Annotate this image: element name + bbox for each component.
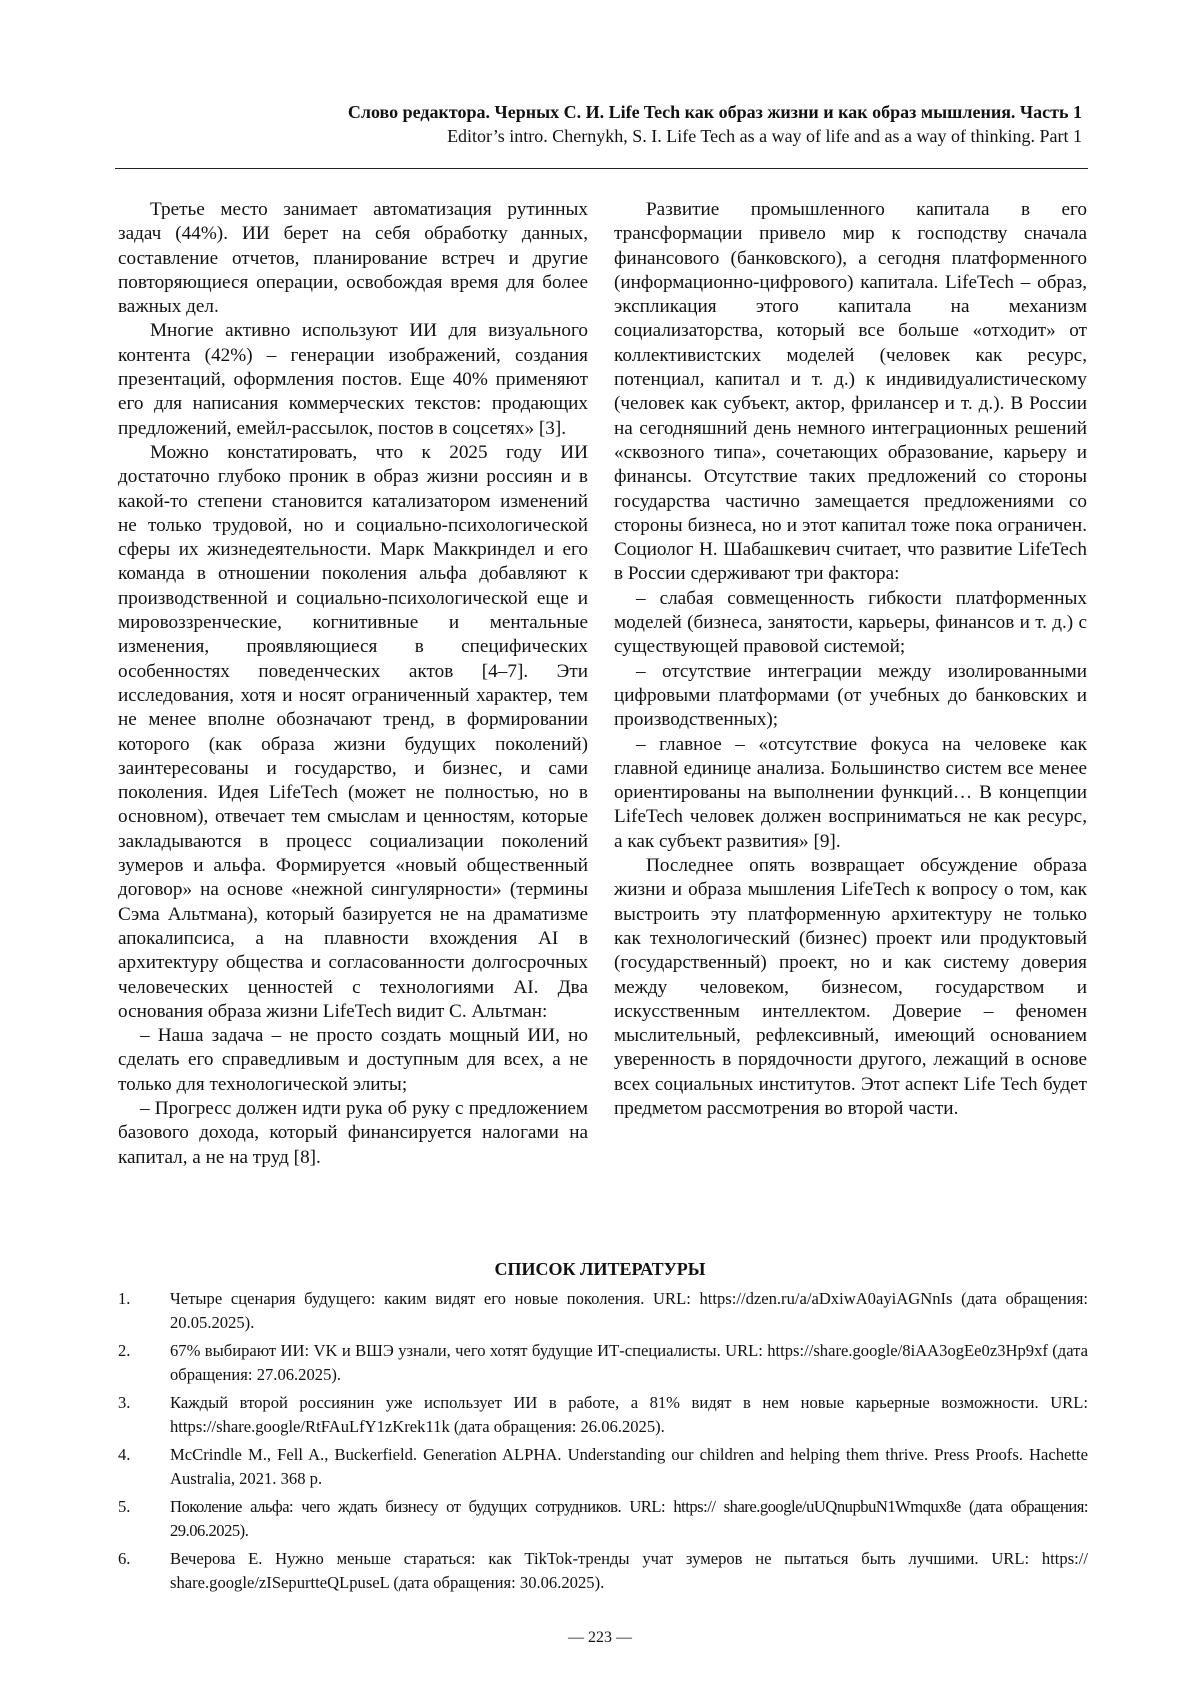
references-list [118, 1287, 1088, 1599]
reference-number: 1. [118, 1289, 131, 1308]
reference-number: 5. [118, 1497, 131, 1516]
reference-text: Четыре сценария будущего: каким видят его новые поколения. URL: https://dzen.ru/a/aDxiwA0ayiAGNnIs (дата обращения: 20.05.2025). [170, 1289, 1088, 1332]
reference-item [118, 1443, 1088, 1491]
reference-text: Вечерова Е. Нужно меньше стараться: как TikTok-тренды учат зумеров не пытаться быть лучшими. URL: https:// share.google/zISepurtteQLpuseL (дата обращения: 30.06.2025). [170, 1549, 1088, 1592]
paragraph: Можно констатировать, что к 2025 году ИИ достаточно глубоко проник в образ жизни россиян и в какой-то степени становится катализатором изменений не только трудовой, но и социально-психологической сферы их жизнедеятельности. Марк Маккриндел и его команда в отношении поколения альфа добавляют к производственной и социально-психологической еще и мировоззренческие, когнитивные и ментальные изменения, проявляющиеся в специфических особенностях поведенческих актов [4–7]. Эти исследования, хотя и носят ограниченный характер, тем не менее вполне обозначают тренд, в формировании которого (как образа жизни будущих поколений) заинтересованы и государство, и бизнес, и сами поколения. Идея LifeTech (может не полностью, но в основном), отвечает тем смыслам и ценностям, которые закладываются в процесс социализации поколений зумеров и альфа. Формируется «новый общественный договор» на основе «нежной сингулярности» (термины Сэма Альтмана), который базируется не на драматизме апокалипсиса, а на плавности вхождения AI в архитектуру общества и согласованности долгосрочных человеческих ценностей с технологиями AI. Два основания образа жизни LifeTech видит С. Альтман: [118, 441, 588, 1022]
reference-number: 4. [118, 1445, 131, 1464]
reference-text: 67% выбирают ИИ: VK и ВШЭ узнали, чего хотят будущие ИТ-специалисты. URL: https://share.google/8iAA3ogEe0z3Hp9xf (дата обращения: 27.06.2025). [170, 1341, 1088, 1384]
reference-item [118, 1339, 1088, 1387]
reference-item [118, 1547, 1088, 1595]
dash-list-item: – отсутствие интеграции между изолированными цифровыми платформами (от учебных до банковских и производственных); [614, 660, 1087, 731]
dash-list-item: – главное – «отсутствие фокуса на человеке как главной единице анализа. Большинство систем все менее ориентированы на выполнении функций… В концепции LifeTech человек должен восприниматься не как ресурс, а как субъект развития» [9]. [614, 733, 1087, 852]
paragraph: Последнее опять возвращает обсуждение образа жизни и образа мышления LifeTech к вопросу о том, как выстроить эту платформенную архитектуру не только как технологический (бизнес) проект или продуктовый (государственный) проект, но и как систему доверия между человеком, бизнесом, государством и искусственным интеллектом. Доверие – феномен мыслительный, рефлексивный, имеющий основанием уверенность в порядочности другого, лежащий в основе всех социальных институтов. Этот аспект Life Tech будет предметом рассмотрения во второй части. [614, 855, 1087, 1119]
reference-item [118, 1287, 1088, 1335]
reference-number: 2. [118, 1341, 131, 1360]
paragraph: Третье место занимает автоматизация рутинных задач (44%). ИИ берет на себя обработку данных, составление отчетов, планирование встреч и другие повторяющиеся операции, освобождая время для более важных дел. [118, 199, 588, 318]
reference-item [118, 1391, 1088, 1439]
reference-text: Поколение альфа: чего ждать бизнесу от будущих сотрудников. URL: https:// share.google/uUQnupbuN1Wmqux8e (дата обращения: 29.06.2025). [170, 1497, 1088, 1540]
paragraph: Многие активно используют ИИ для визуального контента (42%) – генерации изображений, создания презентаций, оформления постов. Еще 40% применяют его для написания коммерческих текстов: продающих предложений, емейл-рассылок, постов в соцсетях» [3]. [118, 320, 588, 439]
dash-list-item: – Прогресс должен идти рука об руку с предложением базового дохода, который финансируется налогами на капитал, а не на труд [8]. [118, 1097, 588, 1168]
left-column [118, 198, 588, 1170]
running-header [348, 100, 1082, 148]
reference-item [118, 1495, 1088, 1543]
header-title-en: Editor’s intro. Chernykh, S. I. Life Tech as a way of life and as a way of thinking. Part 1 [447, 126, 1082, 146]
right-column [614, 198, 1087, 1121]
reference-number: 3. [118, 1393, 131, 1412]
page-number: — 223 — [568, 1629, 632, 1646]
reference-text: Каждый второй россиянин уже использует ИИ в работе, а 81% видят в нем новые карьерные возможности. URL: https://share.google/RtFAuLfY1zKrek11k (дата обращения: 26.06.2025). [170, 1393, 1088, 1436]
reference-number: 6. [118, 1549, 131, 1568]
reference-text: McCrindle M., Fell A., Buckerfield. Generation ALPHA. Understanding our children and helping them thrive. Press Proofs. Hachette Australia, 2021. 368 p. [170, 1445, 1088, 1488]
dash-list-item: – слабая совмещенность гибкости платформенных моделей (бизнеса, занятости, карьеры, финансов и т. д.) с существующей правовой системой; [614, 587, 1087, 658]
paragraph: Развитие промышленного капитала в его трансформации привело мир к господству сначала финансового (банковского), а сегодня платформенного (информационно-цифрового) капитала. LifeTech – образ, экспликация этого капитала на механизм социализаторства, который все больше «отходит» от коллективистских моделей (человек как ресурс, потенциал, капитал и т. д.) к индивидуалистическому (человек как субъект, актор, фрилансер и т. д.). В России на сегодняшний день немного интеграционных решений «сквозного типа», сочетающих образование, карьеру и финансы. Отсутствие таких предложений со стороны государства частично замещается предложениями со стороны бизнеса, но и этот капитал тоже пока ограничен. Социолог Н. Шабашкевич считает, что развитие LifeTech в России сдерживают три фактора: [614, 199, 1087, 585]
references-title: СПИСОК ЛИТЕРАТУРЫ [494, 1259, 706, 1279]
header-divider [115, 168, 1088, 169]
dash-list-item: – Наша задача – не просто создать мощный ИИ, но сделать его справедливым и доступным для всех, а не только для технологической элиты; [118, 1025, 588, 1095]
header-title-ru: Слово редактора. Черных С. И. Life Tech как образ жизни и как образ мышления. Часть 1 [347, 102, 1082, 122]
